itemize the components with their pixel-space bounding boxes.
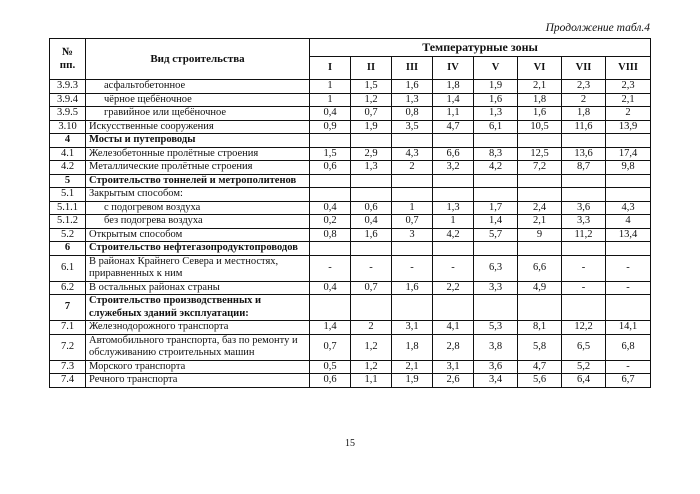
zone-value: 11,6 (562, 120, 606, 134)
zone-value (562, 242, 606, 256)
zone-value: 13,6 (562, 147, 606, 161)
zone-value (518, 242, 562, 256)
zone-value: 2,1 (392, 360, 433, 374)
header-zone: VI (518, 57, 562, 80)
row-name: В остальных районах страны (86, 281, 310, 295)
zone-value: 0,9 (310, 120, 351, 134)
zone-value: 4,2 (474, 161, 518, 175)
zone-value: 11,2 (562, 228, 606, 242)
zone-value: 0,6 (310, 161, 351, 175)
table-continuation-caption: Продолжение табл.4 (545, 22, 650, 34)
zone-value (562, 295, 606, 321)
zone-value: 6,5 (562, 334, 606, 360)
header-construction-kind: Вид строительства (86, 39, 310, 80)
table-body (50, 80, 651, 388)
zone-value (351, 188, 392, 202)
zone-value (433, 295, 474, 321)
row-name: Открытым способом (86, 228, 310, 242)
row-name: Строительство производственных и служебных зданий эксплуатации: (86, 295, 310, 321)
zone-value (518, 295, 562, 321)
zone-value: - (606, 360, 651, 374)
zone-value: 2,8 (433, 334, 474, 360)
zone-value (392, 174, 433, 188)
zone-value: 1 (392, 201, 433, 215)
zone-value: 3,8 (474, 334, 518, 360)
zone-value (392, 188, 433, 202)
zone-value: 2,6 (433, 374, 474, 388)
row-name: Закрытым способом: (86, 188, 310, 202)
row-number: 7.2 (50, 334, 86, 360)
row-name: В районах Крайнего Севера и местностях, приравненных к ним (86, 255, 310, 281)
table-row (50, 93, 651, 107)
zone-value: 4,3 (392, 147, 433, 161)
row-number: 7.3 (50, 360, 86, 374)
zone-value: 2,3 (562, 80, 606, 94)
zone-value (433, 174, 474, 188)
zone-value: 1,3 (433, 201, 474, 215)
construction-zones-table (49, 38, 651, 388)
zone-value: - (562, 281, 606, 295)
zone-value: 12,2 (562, 321, 606, 335)
zone-value: 0,8 (310, 228, 351, 242)
zone-value: 5,3 (474, 321, 518, 335)
zone-value: 1,3 (474, 107, 518, 121)
zone-value (351, 295, 392, 321)
zone-value: 4,9 (518, 281, 562, 295)
zone-value (474, 134, 518, 148)
header-zone: III (392, 57, 433, 80)
row-number: 5.2 (50, 228, 86, 242)
row-name: Строительство тоннелей и метрополитенов (86, 174, 310, 188)
table-row (50, 147, 651, 161)
zone-value: 6,8 (606, 334, 651, 360)
zone-value: 4,7 (518, 360, 562, 374)
zone-value: 2,9 (351, 147, 392, 161)
zone-value: 0,4 (310, 281, 351, 295)
table-row (50, 174, 651, 188)
zone-value: 3,6 (474, 360, 518, 374)
zone-value: 13,4 (606, 228, 651, 242)
zone-value (392, 295, 433, 321)
zone-value: 6,4 (562, 374, 606, 388)
zone-value: 9 (518, 228, 562, 242)
zone-value: 6,7 (606, 374, 651, 388)
table-row (50, 80, 651, 94)
zone-value: 13,9 (606, 120, 651, 134)
zone-value: 0,8 (392, 107, 433, 121)
zone-value: - (310, 255, 351, 281)
zone-value: 4 (606, 215, 651, 229)
zone-value (433, 242, 474, 256)
zone-value: 1,6 (392, 80, 433, 94)
zone-value (392, 242, 433, 256)
zone-value: 0,6 (351, 201, 392, 215)
zone-value (351, 174, 392, 188)
zone-value: 2,2 (433, 281, 474, 295)
zone-value (433, 188, 474, 202)
zone-value: 1,1 (433, 107, 474, 121)
zone-value: 8,3 (474, 147, 518, 161)
zone-value: - (606, 255, 651, 281)
zone-value: - (433, 255, 474, 281)
table-row (50, 188, 651, 202)
zone-value (606, 295, 651, 321)
zone-value: 1,2 (351, 334, 392, 360)
zone-value: 1,2 (351, 360, 392, 374)
zone-value: 4,7 (433, 120, 474, 134)
zone-value: 1,4 (433, 93, 474, 107)
zone-value: 3,5 (392, 120, 433, 134)
zone-value: 1,8 (433, 80, 474, 94)
row-number: 7 (50, 295, 86, 321)
zone-value: 5,2 (562, 360, 606, 374)
zone-value: - (392, 255, 433, 281)
row-name: Железобетонные пролётные строения (86, 147, 310, 161)
zone-value: 1,9 (351, 120, 392, 134)
table-row (50, 374, 651, 388)
table-row (50, 107, 651, 121)
row-name: с подогревом воздуха (86, 201, 310, 215)
table-row (50, 134, 651, 148)
zone-value: 8,7 (562, 161, 606, 175)
zone-value: 9,8 (606, 161, 651, 175)
zone-value (518, 134, 562, 148)
zone-value: - (351, 255, 392, 281)
row-number: 3.9.4 (50, 93, 86, 107)
zone-value: 2,3 (606, 80, 651, 94)
row-number: 3.10 (50, 120, 86, 134)
table-row (50, 120, 651, 134)
zone-value (562, 188, 606, 202)
row-number: 4 (50, 134, 86, 148)
row-number: 4.1 (50, 147, 86, 161)
row-number: 3.9.5 (50, 107, 86, 121)
header-zone: VII (562, 57, 606, 80)
row-name: без подогрева воздуха (86, 215, 310, 229)
row-number: 5 (50, 174, 86, 188)
row-number: 3.9.3 (50, 80, 86, 94)
zone-value (606, 242, 651, 256)
header-number: № пп. (50, 39, 86, 80)
zone-value (351, 134, 392, 148)
zone-value: 1,3 (392, 93, 433, 107)
zone-value: 3,4 (474, 374, 518, 388)
zone-value: 3,1 (392, 321, 433, 335)
table-row (50, 201, 651, 215)
zone-value: 2,1 (518, 80, 562, 94)
zone-value: - (562, 255, 606, 281)
zone-value (392, 134, 433, 148)
zone-value: 1,6 (351, 228, 392, 242)
zone-value: 12,5 (518, 147, 562, 161)
zone-value: 1,6 (474, 93, 518, 107)
zone-value: 1,5 (351, 80, 392, 94)
zone-value (518, 174, 562, 188)
table-row (50, 334, 651, 360)
zone-value: 1,6 (392, 281, 433, 295)
zone-value: 1,7 (474, 201, 518, 215)
zone-value: 0,7 (310, 334, 351, 360)
zone-value: - (606, 281, 651, 295)
zone-value: 2 (606, 107, 651, 121)
zone-value (474, 174, 518, 188)
header-zone: VIII (606, 57, 651, 80)
zone-value: 0,6 (310, 374, 351, 388)
zone-value: 3,3 (562, 215, 606, 229)
zone-value: 8,1 (518, 321, 562, 335)
page-number: 15 (345, 438, 355, 449)
zone-value: 3 (392, 228, 433, 242)
header-zone: V (474, 57, 518, 80)
row-number: 7.1 (50, 321, 86, 335)
zone-value (474, 188, 518, 202)
row-name: Искусственные сооружения (86, 120, 310, 134)
row-number: 6.2 (50, 281, 86, 295)
zone-value: 1,8 (562, 107, 606, 121)
zone-value (606, 134, 651, 148)
zone-value: 5,8 (518, 334, 562, 360)
zone-value: 4,2 (433, 228, 474, 242)
zone-value: 0,7 (351, 107, 392, 121)
zone-value: 1,2 (351, 93, 392, 107)
row-number: 6 (50, 242, 86, 256)
zone-value: 2 (392, 161, 433, 175)
row-name: Речного транспорта (86, 374, 310, 388)
zone-value (310, 188, 351, 202)
zone-value: 1,9 (474, 80, 518, 94)
zone-value: 0,4 (310, 201, 351, 215)
table-row (50, 228, 651, 242)
zone-value: 1,8 (518, 93, 562, 107)
header-zone: IV (433, 57, 474, 80)
zone-value: 0,7 (351, 281, 392, 295)
zone-value: 4,3 (606, 201, 651, 215)
zone-value (562, 134, 606, 148)
row-number: 4.2 (50, 161, 86, 175)
zone-value: 1,4 (310, 321, 351, 335)
row-number: 6.1 (50, 255, 86, 281)
zone-value: 2 (351, 321, 392, 335)
zone-value: 2 (562, 93, 606, 107)
zone-value: 10,5 (518, 120, 562, 134)
zone-value: 2,1 (518, 215, 562, 229)
row-name: Морского транспорта (86, 360, 310, 374)
header-zone: II (351, 57, 392, 80)
zone-value: 3,2 (433, 161, 474, 175)
row-number: 7.4 (50, 374, 86, 388)
zone-value: 0,4 (310, 107, 351, 121)
row-name: Строительство нефтегазопродуктопроводов (86, 242, 310, 256)
zone-value (474, 242, 518, 256)
zone-value: 1,5 (310, 147, 351, 161)
header-temperature-zones: Температурные зоны (310, 39, 651, 57)
table-row (50, 215, 651, 229)
zone-value: 1,3 (351, 161, 392, 175)
zone-value: 1,6 (518, 107, 562, 121)
zone-value (562, 174, 606, 188)
zone-value: 3,6 (562, 201, 606, 215)
table-row (50, 242, 651, 256)
zone-value: 1,1 (351, 374, 392, 388)
table-row (50, 321, 651, 335)
zone-value: 6,3 (474, 255, 518, 281)
zone-value: 6,6 (433, 147, 474, 161)
zone-value: 1 (310, 80, 351, 94)
zone-value: 3,3 (474, 281, 518, 295)
zone-value: 1,9 (392, 374, 433, 388)
zone-value (433, 134, 474, 148)
zone-value (310, 295, 351, 321)
zone-value (606, 188, 651, 202)
zone-value: 1 (433, 215, 474, 229)
zone-value: 1 (310, 93, 351, 107)
zone-value (310, 134, 351, 148)
zone-value: 2,4 (518, 201, 562, 215)
zone-value: 0,5 (310, 360, 351, 374)
zone-value: 2,1 (606, 93, 651, 107)
zone-value (351, 242, 392, 256)
table-row (50, 295, 651, 321)
zone-value: 0,4 (351, 215, 392, 229)
row-name: Железнодорожного транспорта (86, 321, 310, 335)
zone-value: 6,6 (518, 255, 562, 281)
zone-value: 5,7 (474, 228, 518, 242)
zone-value (310, 174, 351, 188)
zone-value (310, 242, 351, 256)
row-number: 5.1.1 (50, 201, 86, 215)
zone-value: 6,1 (474, 120, 518, 134)
zone-value: 7,2 (518, 161, 562, 175)
zone-value: 1,4 (474, 215, 518, 229)
zone-value (518, 188, 562, 202)
row-name: асфальтобетонное (86, 80, 310, 94)
zone-value: 14,1 (606, 321, 651, 335)
zone-value: 0,7 (392, 215, 433, 229)
row-name: Автомобильного транспорта, баз по ремонту и обслуживанию строительных машин (86, 334, 310, 360)
table-row (50, 161, 651, 175)
row-name: Металлические пролётные строения (86, 161, 310, 175)
zone-value: 4,1 (433, 321, 474, 335)
table-row (50, 281, 651, 295)
zone-value: 3,1 (433, 360, 474, 374)
zone-value: 0,2 (310, 215, 351, 229)
zone-value: 1,8 (392, 334, 433, 360)
row-number: 5.1.2 (50, 215, 86, 229)
row-name: гравийное или щебёночное (86, 107, 310, 121)
zone-value: 5,6 (518, 374, 562, 388)
row-name: чёрное щебёночное (86, 93, 310, 107)
header-zone: I (310, 57, 351, 80)
table-row (50, 360, 651, 374)
table-row (50, 255, 651, 281)
zone-value (474, 295, 518, 321)
row-number: 5.1 (50, 188, 86, 202)
zone-value (606, 174, 651, 188)
row-name: Мосты и путепроводы (86, 134, 310, 148)
zone-value: 17,4 (606, 147, 651, 161)
